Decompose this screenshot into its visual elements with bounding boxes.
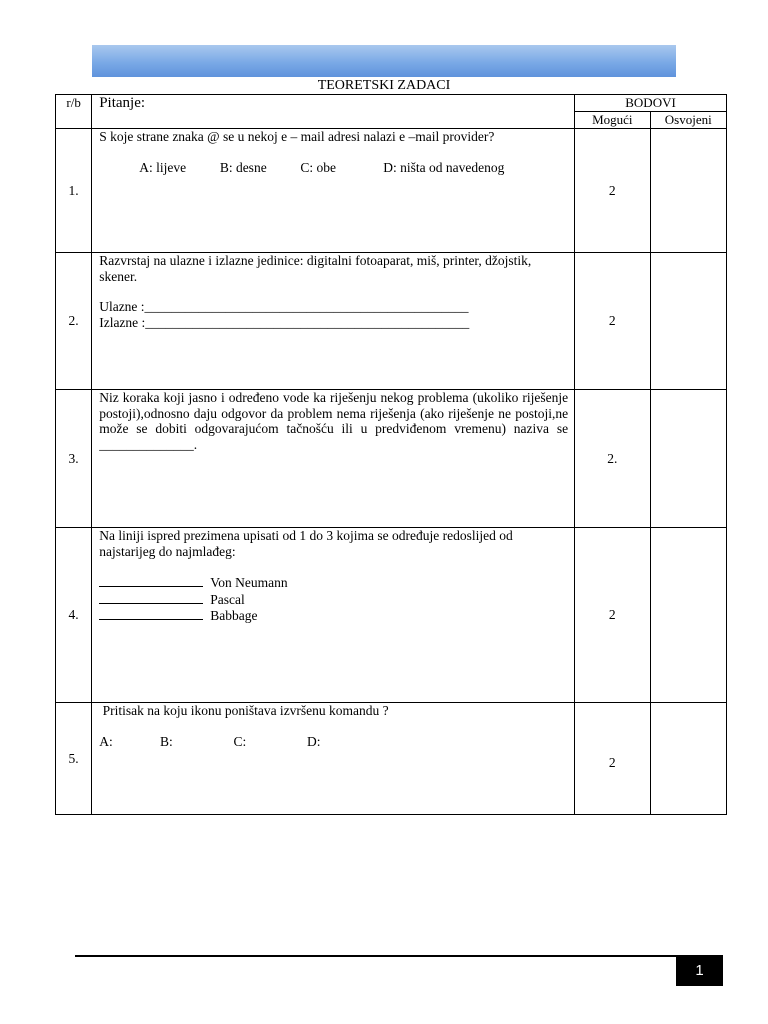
footer-divider <box>75 955 723 957</box>
answer-options: A: lijeve B: desne C: obe D: ništa od navedenog <box>139 159 505 175</box>
question-text: Razvrstaj na ulazne i izlazne jedinice: digitalni fotoaparat, miš, printer, džojstik, skener. <box>99 253 532 284</box>
document-title: TEORETSKI ZADACI <box>317 78 451 93</box>
earned-points-field[interactable] <box>650 703 726 815</box>
header-rb: r/b <box>56 95 92 129</box>
row-number: 5. <box>56 703 92 815</box>
row-number: 4. <box>56 528 92 703</box>
name-list <box>99 574 568 624</box>
possible-points: 2. <box>575 390 650 528</box>
row-number: 2. <box>56 253 92 390</box>
row-number: 1. <box>56 129 92 253</box>
name-label: Von Neumann <box>210 575 288 590</box>
earned-points-field[interactable] <box>650 129 726 253</box>
icon-options: A: B: C: D: <box>99 733 321 749</box>
table-row <box>56 703 727 815</box>
name-label: Pascal <box>210 591 245 607</box>
table-row <box>56 129 727 253</box>
header-moguci: Mogući <box>575 112 650 129</box>
header-bodovi: BODOVI <box>575 95 727 112</box>
table-row <box>56 253 727 390</box>
name-label: Babbage <box>210 608 258 623</box>
table-header-row <box>56 95 727 112</box>
question-text: Pritisak na koju ikonu poništava izvršenu komandu ? <box>99 703 389 718</box>
izlazne-line[interactable]: Izlazne :________________________________________________ <box>99 314 470 330</box>
questions-table <box>55 94 727 815</box>
row-number: 3. <box>56 390 92 528</box>
earned-points-field[interactable] <box>650 528 726 703</box>
possible-points: 2 <box>575 703 650 815</box>
list-item <box>99 574 568 591</box>
header-banner <box>92 45 676 77</box>
list-item <box>99 607 568 624</box>
earned-points-field[interactable] <box>650 390 726 528</box>
header-pitanje: Pitanje: <box>92 95 575 129</box>
answer-blank[interactable] <box>99 591 203 604</box>
question-cell <box>92 253 575 390</box>
question-text: S koje strane znaka @ se u nekoj e – mail adresi nalazi e –mail provider? <box>99 129 495 144</box>
table-row <box>56 528 727 703</box>
possible-points: 2 <box>575 129 650 253</box>
question-cell <box>92 703 575 815</box>
ulazne-line[interactable]: Ulazne :________________________________________________ <box>99 299 469 314</box>
question-text: Na liniji ispred prezimena upisati od 1 do 3 kojima se određuje redoslijed od najstarijeg do najmlađeg: <box>99 528 513 559</box>
question-cell <box>92 390 575 528</box>
header-osvojeni: Osvojeni <box>650 112 726 129</box>
list-item <box>99 591 568 608</box>
possible-points: 2 <box>575 528 650 703</box>
table-row <box>56 390 727 528</box>
answer-blank[interactable] <box>99 607 203 620</box>
answer-blank[interactable] <box>99 574 203 587</box>
page-number: 1 <box>676 955 723 986</box>
possible-points: 2 <box>575 253 650 390</box>
question-cell <box>92 528 575 703</box>
earned-points-field[interactable] <box>650 253 726 390</box>
question-text: Niz koraka koji jasno i određeno vode ka riješenju nekog problema (ukoliko riješenje postoji),odnosno daju odgovor da problem nema riješenja (ako riješenje ne postoji,ne može se dobiti odgovarajućom tačnošću ili u predviđenom vremenu) naziva se ______________. <box>99 390 569 452</box>
question-cell <box>92 129 575 253</box>
